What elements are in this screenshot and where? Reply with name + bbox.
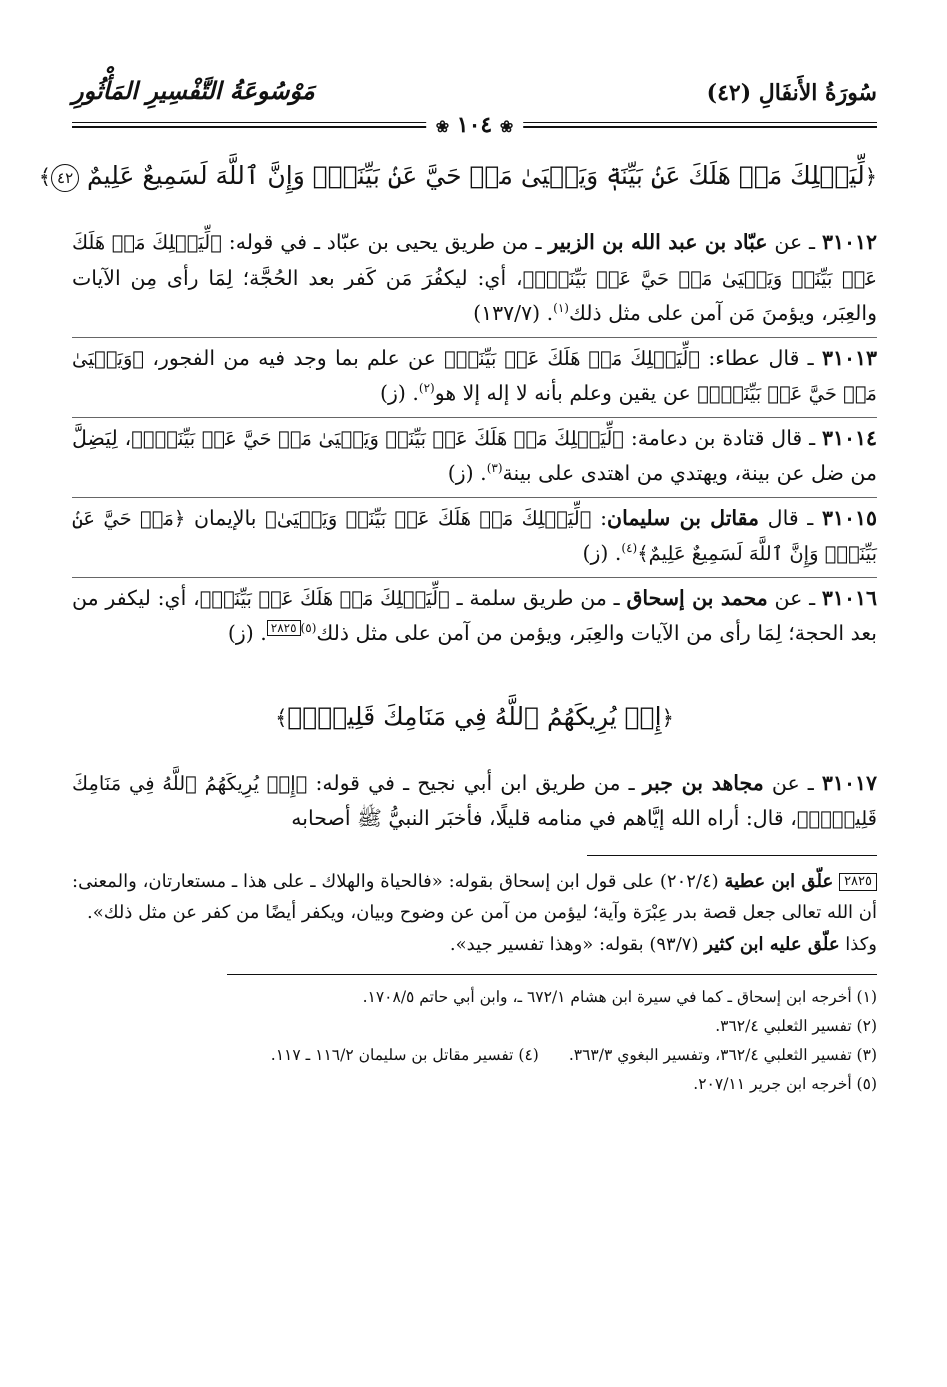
narration-number: ٣١٠١٢: [821, 230, 877, 254]
narration-text: :: [624, 425, 638, 450]
book-title: مَوْسُوعَةُ التَّفْسِيرِ المَأْثُورِ: [72, 76, 315, 105]
narration-text: ـ عن: [767, 230, 822, 254]
footnote-2: (٢) تفسير الثعلبي ٣٦٢/٤.: [715, 1017, 877, 1035]
narration-number: ٣١٠١٣: [821, 345, 877, 370]
narration-31014: [72, 417, 877, 492]
footnotes: [72, 983, 877, 1099]
verse-heading-43: [72, 697, 877, 738]
footnote-5: (٥) أخرجه ابن جرير ٢٠٧/١١.: [693, 1075, 877, 1093]
footnote-marker[interactable]: (٣): [486, 461, 503, 476]
footnote-3: (٣) تفسير الثعلبي ٣٦٢/٤، وتفسير البغوي ٣٦٣/٣.: [568, 1046, 877, 1064]
quran-quote: ﴿إِذۡ يُرِيكَهُمُ ٱللَّهُ فِي مَنَامِكَ قَلِيلٗاۖ﴾: [72, 771, 877, 830]
narration-31012: [72, 225, 877, 332]
footnote-marker[interactable]: (٥): [300, 621, 317, 636]
narration-text: :: [591, 505, 608, 530]
surah-title: سُورَةُ الأَنفَالِ (٤٢): [706, 80, 877, 106]
quran-quote: ﴿لِّيَهۡلِكَ مَنۡ هَلَكَ عَنۢ بَيِّنَةٖ وَيَحۡيَىٰ مَنۡ حَيَّ عَنۢ بَيِّنَةٖۗ﴾: [72, 231, 877, 290]
source-ref: . (ز): [447, 461, 487, 485]
narrator-name: محمد بن إسحاق: [626, 585, 768, 610]
narration-text: ـ قال: [764, 425, 822, 450]
quran-quote: ﴿مَنۡ حَيَّ عَنۢ بَيِّنَةٖۗ وَإِنَّ ٱللَّهَ لَسَمِيعٌ عَلِيمٌ﴾: [72, 506, 877, 565]
footnote-1: (١) أخرجه ابن إسحاق ـ كما في سيرة ابن هشام ٦٧٢/١ ـ، وابن أبي حاتم ١٧٠٨/٥.: [362, 988, 877, 1006]
narration-text: ـ عن: [767, 585, 822, 610]
narration-text: ـ قال: [760, 345, 822, 370]
narration-text: ـ من طريق ابن أبي نجيح ـ في قوله:: [307, 770, 643, 795]
commentator-name: علّق عليه ابن كثير: [704, 933, 840, 955]
verse-heading-42: [38, 156, 877, 197]
commentary-rule: [587, 855, 877, 856]
ornate-bracket-close: ﴾: [275, 705, 288, 730]
narrator-name: قتادة بن دعامة: [637, 425, 765, 450]
narration-31016: [72, 577, 877, 652]
quran-quote: ﴿وَيَحۡيَىٰ مَنۡ حَيَّ عَنۢ بَيِّنَةٖۗ﴾: [72, 346, 877, 405]
footnotes-rule: [227, 974, 877, 975]
footnote-4: (٤) تفسير مقاتل بن سليمان ١١٦/٢ ـ ١١٧.: [270, 1046, 539, 1064]
narration-text: ، لِيَضِلَّ من ضل عن بينة، ويهتدي من اهتدى على بينة: [72, 425, 877, 485]
narration-text: :: [700, 345, 716, 370]
commentary-text: وكذا: [839, 933, 877, 955]
narration-number: ٣١٠١٥: [821, 505, 877, 530]
source-ref: . (١٣٧/٧): [473, 301, 554, 325]
source-ref: . (ز): [379, 381, 419, 405]
footnote-marker[interactable]: (٤): [621, 541, 638, 556]
footnote-marker[interactable]: (١): [553, 301, 569, 316]
narrator-name: عطاء: [715, 345, 761, 370]
narration-text: عن علم بما وجد فيه من الفجور،: [144, 345, 445, 370]
narration-text: عن يقين وعلم بأنه لا إله إلا هو: [434, 381, 698, 405]
narration-number: ٣١٠١٦: [821, 585, 877, 610]
source-ref: . (ز): [582, 541, 622, 565]
commentary-text: (٢٠٢/٤) على قول ابن إسحاق بقوله: «فالحياة والهلاك ـ على هذا ـ مستعارتان، والمعنى: أن الله تعالى جعل قصة بدر عِبْرَة وآية؛ ليؤمن من آمن عن وضوح وبيان، ويكفر أيضًا من كفر عن مثل ذلك».: [72, 870, 877, 923]
narration-text: ، أي: ليكفر من بعد الحجة؛ لِمَا رأى من الآيات والعِبَر، ويؤمن من آمن على مثل ذلك: [72, 585, 877, 645]
commentary-number-box: ٢٨٢٥: [839, 873, 877, 891]
commentary-paragraph-2: [72, 929, 877, 961]
narration-text: ـ قال: [759, 505, 822, 530]
narration-text: ـ من طريق سلمة ـ: [449, 585, 627, 610]
narration-text: ، أي: ليكفُرَ مَن كَفر بعد الحُجَّة؛ لِمَا رأى مِن الآيات والعِبَر، ويؤمنَ مَن آمن على مثل ذلك: [72, 265, 877, 325]
narration-text: ـ عن: [763, 770, 822, 795]
flourish-right: ❀: [499, 117, 514, 136]
narration-31017: [72, 766, 877, 837]
quran-quote: ﴿لِّيَهۡلِكَ مَنۡ هَلَكَ عَنۢ بَيِّنَةٖ وَيَحۡيَىٰ مَنۡ حَيَّ عَنۢ بَيِّنَةٖۗ﴾: [131, 426, 624, 450]
ornate-bracket-open: ﴿: [864, 165, 877, 189]
source-ref: . (ز): [227, 621, 267, 645]
ornate-bracket-open: ﴿: [661, 705, 674, 730]
footnote-3-4: [72, 1041, 877, 1070]
page-number: [426, 112, 524, 138]
commentary-ref-box[interactable]: ٢٨٢٥: [267, 620, 301, 636]
commentator-name: علّق ابن عطية: [724, 870, 834, 892]
narration-number: ٣١٠١٧: [821, 770, 877, 795]
narration-31013: [72, 337, 877, 412]
verse-text: لِّيَهۡلِكَ مَنۡ هَلَكَ عَنۢ بَيِّنَةٖ وَيَحۡيَىٰ مَنۡ حَيَّ عَنۢ بَيِّنَةٖۗ وَإِنَّ ٱللَّهَ لَسَمِيعٌ عَلِيمٌ: [87, 161, 865, 190]
flourish-left: ❀: [435, 117, 450, 136]
quran-quote: ﴿لِّيَهۡلِكَ مَنۡ هَلَكَ عَنۢ بَيِّنَةٖ وَيَحۡيَىٰ﴾: [265, 506, 592, 530]
ornate-bracket-close: ﴾: [38, 165, 52, 189]
page-number-value: ١٠٤: [456, 112, 493, 138]
narrator-name: عبّاد بن عبد الله بن الزبير: [548, 230, 768, 254]
page: [38, 70, 877, 1360]
verse-text: إِذۡ يُرِيكَهُمُ ٱللَّهُ فِي مَنَامِكَ قَلِيلٗاۖ: [287, 701, 662, 731]
narrator-name: مقاتل بن سليمان: [607, 505, 760, 530]
narration-number: ٣١٠١٤: [821, 425, 877, 450]
commentary-paragraph: [72, 866, 877, 929]
quran-quote: ﴿لِّيَهۡلِكَ مَنۡ هَلَكَ عَنۢ بَيِّنَةٖ﴾: [199, 586, 450, 610]
narration-31015: [72, 497, 877, 572]
quran-quote: ﴿لِّيَهۡلِكَ مَنۡ هَلَكَ عَنۢ بَيِّنَةٖ﴾: [444, 346, 701, 370]
running-header: [72, 70, 877, 138]
narration-text: ، قال: أراه الله إيَّاهم في منامه قليلًا، فأخبَر النبيُّ ﷺ أصحابه: [291, 806, 797, 830]
commentary-text: (٩٣/٧) بقوله: «وهذا تفسير جيد».: [449, 933, 705, 955]
narrator-name: مجاهد بن جبر: [642, 770, 764, 795]
ayah-number-badge: ٤٢: [51, 164, 79, 192]
narration-text: ـ من طريق يحيى بن عبّاد ـ في قوله:: [221, 230, 549, 254]
footnote-marker[interactable]: (٢): [418, 381, 435, 396]
narration-text: بالإيمان: [185, 505, 266, 530]
